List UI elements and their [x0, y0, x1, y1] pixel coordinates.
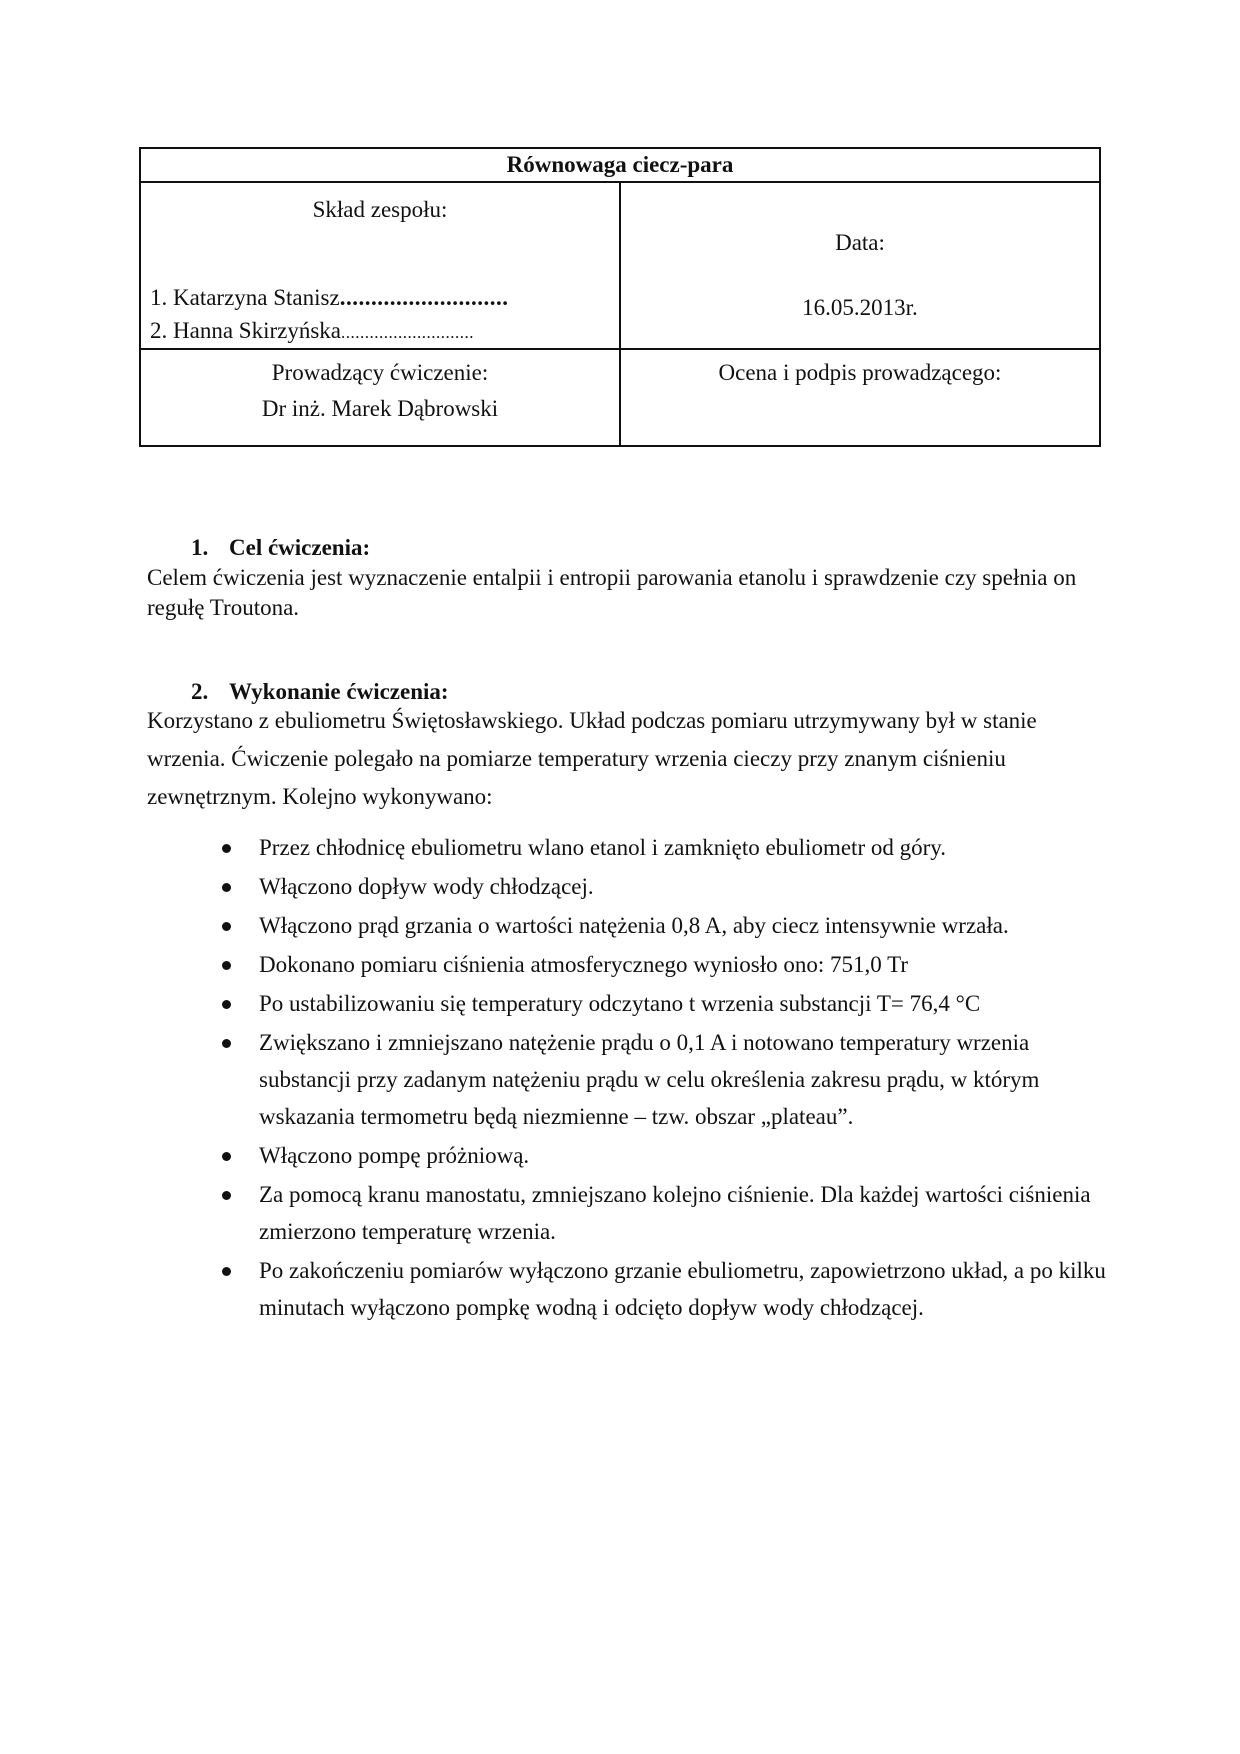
step-text: Przez chłodnicę ebuliometru wlano etanol i zamknięto ebuliometr od góry.	[259, 835, 947, 860]
step-text: Włączono dopływ wody chłodzącej.	[259, 874, 594, 899]
date-cell	[620, 182, 1100, 349]
list-item	[0, 1024, 1240, 1135]
team-cell	[140, 182, 620, 349]
section-heading-goal	[191, 535, 370, 561]
procedure-steps-list	[0, 829, 1240, 1328]
bullet-icon	[222, 1000, 231, 1009]
step-text: Włączono prąd grzania o wartości natężenia 0,8 A, aby ciecz intensywnie wrzała.	[259, 913, 1009, 938]
section-number: 1.	[191, 535, 209, 560]
signature-dots: ...........................	[339, 285, 509, 310]
step-text: Zwiększano i zmniejszano natężenie prądu o 0,1 A i notowano temperatury wrzenia substancji przy zadanym natężeniu prądu w celu określenia zakresu prądu, w którym wskazania termometru będą niezmienne – tzw. obszar „plateau”.	[259, 1030, 1040, 1129]
step-text: Po ustabilizowaniu się temperatury odczytano t wrzenia substancji T= 76,4 °C	[259, 991, 981, 1016]
section-title: Cel ćwiczenia:	[229, 535, 371, 560]
supervisor-name: Dr inż. Marek Dąbrowski	[261, 396, 499, 421]
list-item	[0, 868, 1240, 905]
list-item	[0, 985, 1240, 1022]
supervisor-cell	[140, 349, 620, 446]
signature-dots: ............................	[341, 323, 474, 342]
section-title: Wykonanie ćwiczenia:	[229, 679, 449, 704]
bullet-icon	[222, 922, 231, 931]
bullet-icon	[222, 844, 231, 853]
list-item	[0, 1176, 1240, 1250]
date-value: 16.05.2013r.	[802, 295, 918, 320]
member-name: 1. Katarzyna Stanisz	[150, 285, 340, 310]
step-text: Dokonano pomiaru ciśnienia atmosferycznego wyniosło ono: 751,0 Tr	[259, 952, 909, 977]
list-item	[0, 946, 1240, 983]
goal-paragraph: Celem ćwiczenia jest wyznaczenie entalpii i entropii parowania etanolu i sprawdzenie czy spełnia on regułę Troutona.	[147, 565, 1077, 620]
bullet-icon	[222, 1267, 231, 1276]
supervisor-label: Prowadzący ćwiczenie:	[271, 360, 489, 385]
grade-cell	[620, 349, 1100, 446]
team-label: Skład zespołu:	[312, 197, 448, 222]
bullet-icon	[222, 1191, 231, 1200]
list-item	[0, 907, 1240, 944]
list-item	[0, 1252, 1240, 1326]
bullet-icon	[222, 1039, 231, 1048]
member-name: 2. Hanna Skirzyńska	[150, 318, 341, 343]
procedure-paragraph: Korzystano z ebuliometru Świętosławskiego. Układ podczas pomiaru utrzymywany był w stanie wrzenia. Ćwiczenie polegało na pomiarze temperatury wrzenia cieczy przy znanym ciśnieniu zewnętrznym. Kolejno wykonywano:	[147, 708, 1037, 809]
bullet-icon	[222, 1152, 231, 1161]
section-number: 2.	[191, 679, 209, 704]
team-member	[150, 285, 508, 311]
report-header-table	[139, 147, 1101, 447]
bullet-icon	[222, 961, 231, 970]
grade-signature-label: Ocena i podpis prowadzącego:	[718, 360, 1002, 385]
list-item	[0, 1137, 1240, 1174]
bullet-icon	[222, 883, 231, 892]
step-text: Włączono pompę próżniową.	[259, 1143, 530, 1168]
step-text: Po zakończeniu pomiarów wyłączono grzanie ebuliometru, zapowietrzono układ, a po kilku minutach wyłączono pompkę wodną i odcięto dopływ wody chłodzącej.	[259, 1258, 1106, 1320]
step-text: Za pomocą kranu manostatu, zmniejszano kolejno ciśnienie. Dla każdej wartości ciśnienia zmierzono temperaturę wrzenia.	[259, 1182, 1091, 1244]
team-member	[150, 318, 474, 344]
report-title: Równowaga ciecz-para	[140, 148, 1100, 182]
list-item	[0, 829, 1240, 866]
date-label: Data:	[835, 230, 885, 255]
